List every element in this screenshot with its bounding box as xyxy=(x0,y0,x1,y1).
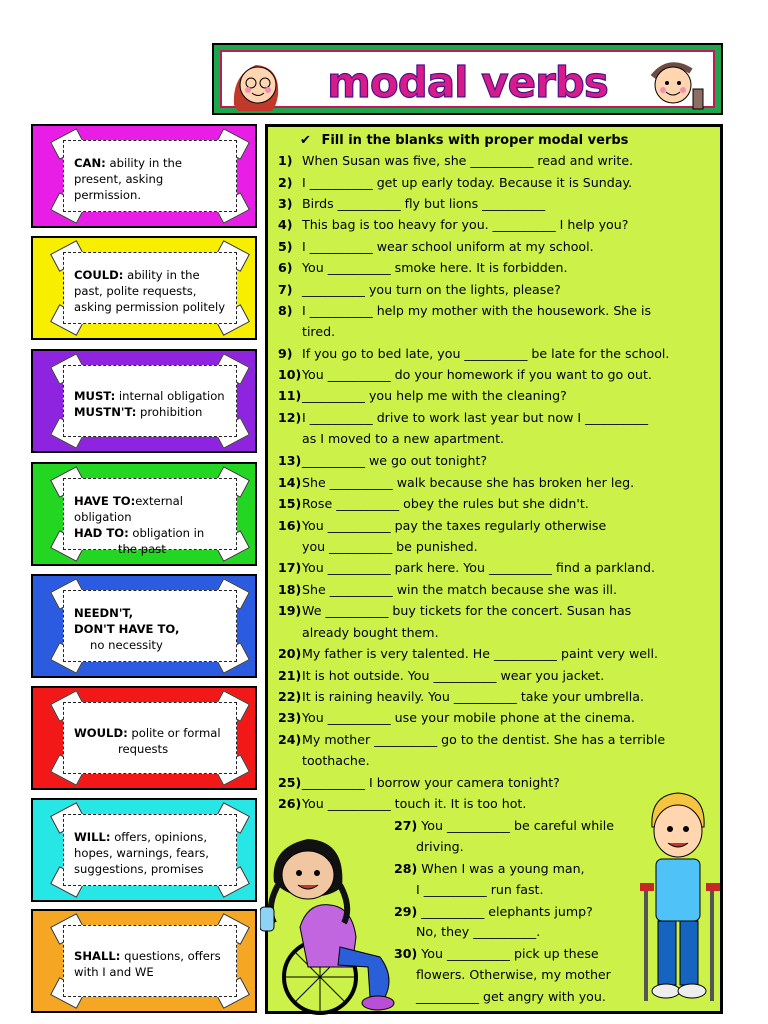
item-number: 21) xyxy=(278,668,302,683)
exercise-item xyxy=(394,861,585,876)
card-line xyxy=(74,741,232,757)
card-keyword: WILL: xyxy=(74,830,111,844)
card-keyword: NEEDN'T, xyxy=(74,606,134,620)
card-text: past, polite requests, xyxy=(74,284,197,298)
item-number: 18) xyxy=(278,582,302,597)
card-2 xyxy=(31,349,257,453)
exercise-item xyxy=(278,453,487,468)
item-number: 23) xyxy=(278,710,302,725)
card-7 xyxy=(31,909,257,1013)
card-5 xyxy=(31,686,257,790)
item-text: We __________ buy tickets for the concert. Susan has xyxy=(302,603,632,618)
item-text: When Susan was five, she __________ read and write. xyxy=(302,153,634,168)
exercise-item xyxy=(278,732,665,747)
card-line xyxy=(74,171,232,187)
item-text: already bought them. xyxy=(302,625,439,640)
item-number: 1) xyxy=(278,153,293,168)
item-number: 20) xyxy=(278,646,302,661)
exercise-item xyxy=(278,175,632,190)
item-number: 8) xyxy=(278,303,293,318)
card-6 xyxy=(31,798,257,902)
item-text: __________ you help me with the cleaning? xyxy=(302,388,567,403)
exercise-item xyxy=(278,775,560,790)
item-text: __________ we go out tonight? xyxy=(302,453,488,468)
card-text: ability in the xyxy=(105,156,183,170)
item-number: 9) xyxy=(278,346,293,361)
card-text: obligation in xyxy=(128,526,205,540)
item-number: 4) xyxy=(278,217,293,232)
card-keyword: MUSTN'T: xyxy=(74,405,137,419)
card-note xyxy=(63,140,237,212)
item-text: You __________ pay the taxes regularly otherwise xyxy=(302,518,607,533)
card-text: external obligation xyxy=(74,494,183,524)
exercise-item xyxy=(278,367,652,382)
item-text: No, they __________. xyxy=(416,924,541,939)
card-text: internal obligation xyxy=(115,389,225,403)
card-line xyxy=(74,964,232,980)
card-line xyxy=(74,541,232,557)
item-text: I __________ get up early today. Because it is Sunday. xyxy=(302,175,633,190)
exercise-item xyxy=(278,496,589,511)
item-number: 2) xyxy=(278,175,293,190)
card-text: prohibition xyxy=(136,405,203,419)
item-text: toothache. xyxy=(302,753,370,768)
item-text: __________ get angry with you. xyxy=(416,989,606,1004)
card-text: offers, opinions, xyxy=(110,830,208,844)
exercise-item xyxy=(278,710,635,725)
exercise-item xyxy=(394,989,606,1004)
item-text: flowers. Otherwise, my mother xyxy=(416,967,611,982)
exercise-item xyxy=(278,475,634,490)
card-keyword: WOULD: xyxy=(74,726,128,740)
card-keyword: COULD: xyxy=(74,268,124,282)
card-keyword: HAD TO: xyxy=(74,526,129,540)
card-line xyxy=(74,493,232,525)
exercise-item xyxy=(278,582,617,597)
item-text: driving. xyxy=(416,839,464,854)
card-line xyxy=(74,267,232,283)
card-text: no necessity xyxy=(90,638,163,652)
card-note xyxy=(63,252,237,324)
item-text: You __________ use your mobile phone at the cinema. xyxy=(302,710,635,725)
card-line xyxy=(74,861,232,877)
item-number: 27) xyxy=(394,818,418,833)
card-line xyxy=(74,621,232,637)
card-text: present, asking xyxy=(74,172,164,186)
card-1 xyxy=(31,236,257,340)
item-number: 13) xyxy=(278,453,302,468)
card-line xyxy=(74,948,232,964)
exercise-item xyxy=(394,924,540,939)
card-text: asking permission politely xyxy=(74,300,226,314)
card-text: hopes, warnings, fears, xyxy=(74,846,209,860)
card-keyword: SHALL: xyxy=(74,949,121,963)
card-note xyxy=(63,814,237,886)
card-line xyxy=(74,845,232,861)
item-number: 22) xyxy=(278,689,302,704)
item-number: 24) xyxy=(278,732,302,747)
item-number: 16) xyxy=(278,518,302,533)
item-text: I __________ run fast. xyxy=(416,882,544,897)
boy-painting-illustration xyxy=(639,55,709,111)
item-number: 26) xyxy=(278,796,302,811)
exercise-item xyxy=(278,539,478,554)
item-number: 14) xyxy=(278,475,302,490)
title-frame xyxy=(220,50,715,108)
card-3 xyxy=(31,462,257,566)
exercise-heading xyxy=(300,133,628,148)
exercise-item xyxy=(278,625,439,640)
card-note xyxy=(63,925,237,997)
exercise-item xyxy=(278,282,561,297)
item-number: 7) xyxy=(278,282,293,297)
checkmark-icon: ✔ xyxy=(300,133,311,148)
item-text: Birds __________ fly but lions __________ xyxy=(302,196,546,211)
item-text: I __________ help my mother with the housework. She is xyxy=(302,303,652,318)
exercise-item xyxy=(278,303,651,318)
exercise-item xyxy=(278,689,644,704)
exercise-item xyxy=(278,239,594,254)
card-line xyxy=(74,605,232,621)
card-line xyxy=(74,725,232,741)
item-number: 17) xyxy=(278,560,302,575)
item-number: 30) xyxy=(394,946,418,961)
item-text: My father is very talented. He __________ paint very well. xyxy=(302,646,659,661)
item-text: When I was a young man, xyxy=(421,861,585,876)
exercise-item xyxy=(394,967,611,982)
item-number: 10) xyxy=(278,367,302,382)
card-line xyxy=(74,187,232,203)
item-text: It is hot outside. You __________ wear you jacket. xyxy=(302,668,605,683)
item-text: This bag is too heavy for you. __________ I help you? xyxy=(302,217,629,232)
item-text: __________ you turn on the lights, please? xyxy=(302,282,561,297)
item-text: You __________ park here. You __________ find a parkland. xyxy=(302,560,655,575)
card-text: the past xyxy=(118,542,166,556)
exercise-item xyxy=(278,388,567,403)
card-line xyxy=(74,404,232,420)
item-text: You __________ do your homework if you want to go out. xyxy=(302,367,652,382)
card-line xyxy=(74,525,232,541)
item-text: tired. xyxy=(302,324,336,339)
item-text: __________ elephants jump? xyxy=(421,904,593,919)
page-title: modal verbs xyxy=(327,58,608,107)
item-text: Rose __________ obey the rules but she didn't. xyxy=(302,496,589,511)
exercise-item xyxy=(278,260,567,275)
card-text: suggestions, promises xyxy=(74,862,204,876)
card-0 xyxy=(31,124,257,228)
item-text: I __________ wear school uniform at my school. xyxy=(302,239,594,254)
exercise-item xyxy=(278,603,631,618)
item-text: My mother __________ go to the dentist. She has a terrible xyxy=(302,732,666,747)
card-line xyxy=(74,155,232,171)
exercise-item xyxy=(278,668,604,683)
item-number: 5) xyxy=(278,239,293,254)
item-text: You __________ touch it. It is too hot. xyxy=(302,796,527,811)
card-4 xyxy=(31,574,257,678)
exercise-item xyxy=(278,753,370,768)
card-text: requests xyxy=(118,742,169,756)
card-keyword: HAVE TO: xyxy=(74,494,136,508)
exercise-item xyxy=(278,560,655,575)
item-text: You __________ smoke here. It is forbidden. xyxy=(302,260,568,275)
item-number: 19) xyxy=(278,603,302,618)
item-text: __________ I borrow your camera tonight? xyxy=(302,775,560,790)
item-number: 6) xyxy=(278,260,293,275)
card-line xyxy=(74,637,232,653)
card-note xyxy=(63,702,237,774)
exercise-item xyxy=(278,796,526,811)
card-note xyxy=(63,478,237,556)
item-number: 3) xyxy=(278,196,293,211)
title-banner xyxy=(212,43,723,115)
item-text: She __________ walk because she has broken her leg. xyxy=(302,475,635,490)
card-line xyxy=(74,283,232,299)
exercise-item xyxy=(278,196,545,211)
card-note xyxy=(63,590,237,662)
card-text: ability in the xyxy=(123,268,200,282)
girl-in-wheelchair-illustration xyxy=(260,827,410,1017)
card-line xyxy=(74,299,232,315)
item-number: 11) xyxy=(278,388,302,403)
card-keyword: DON'T HAVE TO, xyxy=(74,622,180,636)
exercise-item xyxy=(278,324,335,339)
exercise-item xyxy=(394,946,599,961)
item-number: 12) xyxy=(278,410,302,425)
card-text: questions, offers xyxy=(120,949,221,963)
item-text: I __________ drive to work last year but now I __________ xyxy=(302,410,649,425)
exercise-item xyxy=(278,153,633,168)
card-note xyxy=(63,365,237,437)
card-line xyxy=(74,829,232,845)
exercise-item xyxy=(278,518,606,533)
boy-on-crutches-illustration xyxy=(636,787,722,1017)
card-keyword: CAN: xyxy=(74,156,106,170)
exercise-item xyxy=(394,882,544,897)
item-number: 25) xyxy=(278,775,302,790)
item-number: 29) xyxy=(394,904,418,919)
card-text: with I and WE xyxy=(74,965,154,979)
exercise-item xyxy=(278,431,504,446)
exercise-item xyxy=(278,217,628,232)
exercise-heading-text: Fill in the blanks with proper modal verbs xyxy=(321,133,629,148)
card-text: polite or formal xyxy=(127,726,221,740)
item-text: as I moved to a new apartment. xyxy=(302,431,505,446)
exercise-item xyxy=(278,410,648,425)
item-number: 15) xyxy=(278,496,302,511)
item-text: If you go to bed late, you __________ be late for the school. xyxy=(302,346,670,361)
item-text: You __________ pick up these xyxy=(421,946,599,961)
item-text: You __________ be careful while xyxy=(421,818,614,833)
item-number: 28) xyxy=(394,861,418,876)
item-text: She __________ win the match because she was ill. xyxy=(302,582,618,597)
card-keyword: MUST: xyxy=(74,389,116,403)
card-text: permission. xyxy=(74,188,141,202)
exercise-panel xyxy=(265,124,723,1014)
exercise-item xyxy=(394,818,614,833)
exercise-item xyxy=(278,346,669,361)
card-line xyxy=(74,388,232,404)
exercise-item xyxy=(394,904,593,919)
item-text: It is raining heavily. You __________ take your umbrella. xyxy=(302,689,644,704)
exercise-item xyxy=(278,646,658,661)
item-text: you __________ be punished. xyxy=(302,539,478,554)
